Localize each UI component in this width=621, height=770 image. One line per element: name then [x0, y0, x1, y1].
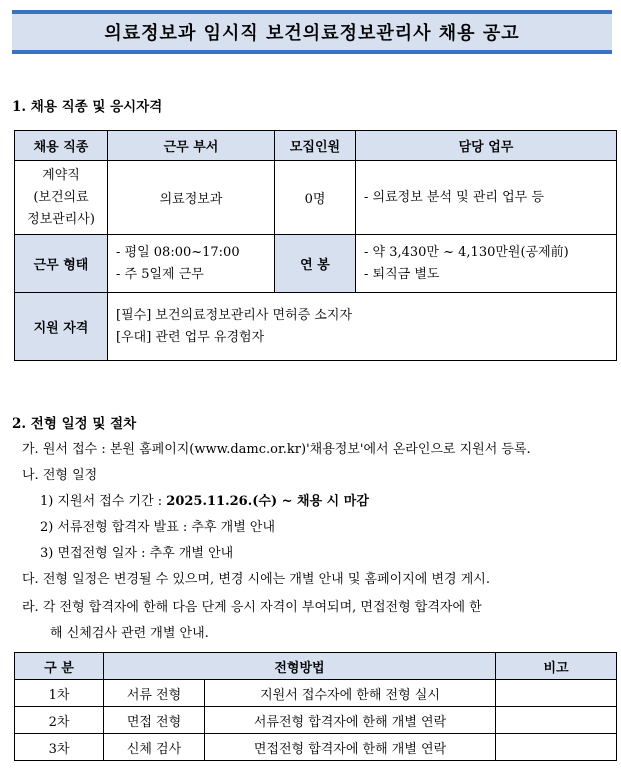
duty-cell: - 의료정보 분석 및 관리 업무 등	[356, 161, 617, 235]
schedule-heading: 나. 전형 일정	[22, 468, 98, 483]
table-row: 1차 서류 전형 지원서 접수자에 한해 전형 실시	[15, 680, 617, 707]
schedule-item-2: 2) 서류전형 합격자 발표 : 추후 개별 안내	[40, 520, 276, 535]
header-duty: 담당 업무	[356, 131, 617, 161]
section1-heading: 1. 채용 직종 및 응시자격	[12, 99, 163, 115]
header-department: 근무 부서	[108, 131, 275, 161]
page-title-bar	[12, 10, 612, 54]
recruit-table	[14, 130, 617, 361]
table-row: 2차 면접 전형 서류전형 합격자에 한해 개별 연락	[15, 707, 617, 734]
header-note: 비고	[496, 653, 617, 680]
schedule-item-3: 3) 면접전형 일자 : 추후 개별 안내	[40, 546, 234, 561]
header-count: 모집인원	[275, 131, 356, 161]
section2-heading: 2. 전형 일정 및 절차	[12, 416, 137, 432]
department-cell: 의료정보과	[108, 161, 275, 235]
apply-info: 가. 원서 접수 : 본원 홈페이지(www.damc.or.kr)'채용정보'에서 온라인으로 지원서 등록.	[22, 442, 531, 457]
page-title: 의료정보과 임시직 보건의료정보관리사 채용 공고	[104, 23, 520, 44]
table-row: 3차 신체 검사 면접전형 합격자에 한해 개별 연락	[15, 734, 617, 761]
work-form-cell: - 평일 08:00~17:00 - 주 5일제 근무	[108, 235, 275, 293]
schedule-change-note: 다. 전형 일정은 변경될 수 있으며, 변경 시에는 개별 안내 및 홈페이지에 변경 게시.	[22, 572, 490, 587]
salary-cell: - 약 3,430만 ~ 4,130만원(공제前) - 퇴직금 별도	[356, 235, 617, 293]
header-method: 전형방법	[104, 653, 496, 680]
eligibility-note-line1: 라. 각 전형 합격자에 한해 다음 단계 응시 자격이 부여되며, 면접전형 합격자에 한	[22, 600, 482, 615]
qualification-cell: [필수] 보건의료정보관리사 면허증 소지자 [우대] 관련 업무 유경험자	[108, 293, 617, 361]
work-form-label: 근무 형태	[15, 235, 108, 293]
salary-label: 연 봉	[275, 235, 356, 293]
header-job-type: 채용 직종	[15, 131, 108, 161]
eligibility-note-line2: 해 신체검사 관련 개별 안내.	[50, 626, 209, 641]
qualification-label: 지원 자격	[15, 293, 108, 361]
job-type-cell: 계약직 (보건의료 정보관리사)	[15, 161, 108, 235]
schedule-item-1: 1) 지원서 접수 기간 : 2025.11.26.(수) ~ 채용 시 마감	[40, 494, 369, 509]
selection-table	[14, 652, 617, 761]
header-stage: 구 분	[15, 653, 104, 680]
count-cell: 0명	[275, 161, 356, 235]
